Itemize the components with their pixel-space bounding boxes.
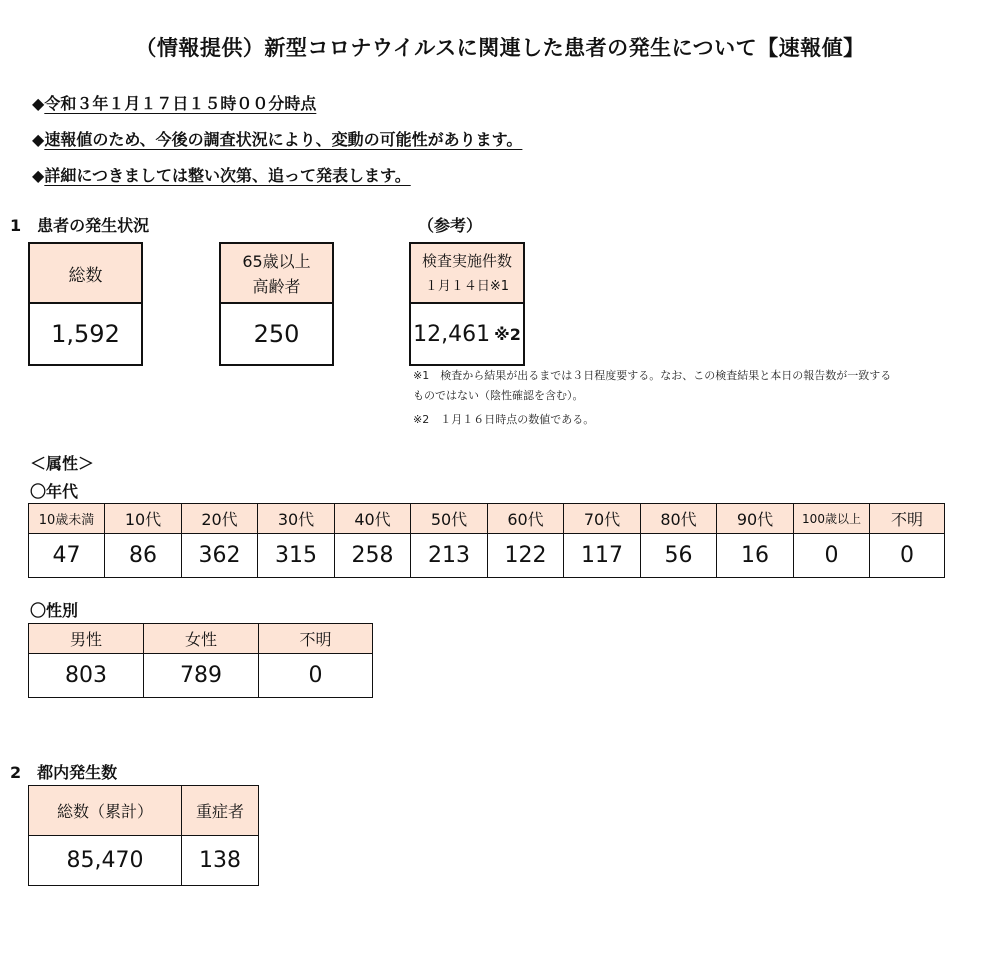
note-text: 令和３年１月１７日１５時００分時点 [44, 94, 317, 113]
sex-header-row [29, 624, 373, 654]
age-value-cell: 16 [717, 534, 794, 578]
elderly-label-line2: 高齢者 [252, 277, 301, 296]
tokyo-table [28, 785, 259, 886]
tests-label-line1: 検査実施件数 [421, 252, 512, 270]
age-value-cell: 315 [258, 534, 335, 578]
age-value-cell: 56 [641, 534, 717, 578]
tests-label [411, 244, 523, 304]
tests-value-note: ※2 [494, 324, 521, 344]
page-title: （情報提供）新型コロナウイルスに関連した患者の発生について【速報値】 [135, 36, 865, 60]
tokyo-value-row [29, 836, 259, 886]
age-header-cell: 80代 [641, 504, 717, 534]
note-text: 速報値のため、今後の調査状況により、変動の可能性があります。 [44, 130, 523, 149]
sex-table [28, 623, 373, 698]
cumulative-total-label: 総数（累計） [29, 786, 182, 836]
sex-value-cell: 0 [259, 654, 373, 698]
age-value-cell: 117 [564, 534, 641, 578]
reference-heading: （参考） [418, 216, 483, 235]
severe-value: 138 [182, 836, 259, 886]
attributes-heading: ＜属性＞ [30, 454, 95, 473]
age-value-cell: 86 [105, 534, 182, 578]
tests-value: 12,461 [413, 321, 491, 347]
elderly-value: 250 [253, 320, 300, 348]
section1-heading: 1 患者の発生状況 [10, 216, 150, 235]
age-value-cell: 213 [411, 534, 488, 578]
note-bullet: ◆ [32, 130, 45, 149]
age-value-cell: 0 [794, 534, 870, 578]
sex-header-cell: 不明 [259, 624, 373, 654]
age-value-cell: 0 [870, 534, 945, 578]
note-bullet: ◆ [32, 166, 45, 185]
age-heading: 〇年代 [30, 482, 79, 501]
elderly-patients-box [219, 242, 334, 366]
total-patients-box [28, 242, 143, 366]
age-header-cell: 30代 [258, 504, 335, 534]
sex-header-cell: 男性 [29, 624, 144, 654]
footnote-2: ※2 １月１６日時点の数値である。 [413, 413, 595, 426]
footnote-1-line2: ものではない（陰性確認を含む）。 [413, 389, 584, 402]
age-header-cell: 10歳未満 [29, 504, 105, 534]
age-header-cell: 50代 [411, 504, 488, 534]
section2-heading: 2 都内発生数 [10, 763, 118, 782]
tests-value-cell [411, 304, 523, 364]
sex-value-cell: 803 [29, 654, 144, 698]
note-timestamp [32, 91, 316, 114]
age-value-cell: 362 [182, 534, 258, 578]
age-value-row [29, 534, 945, 578]
sex-heading: 〇性別 [30, 601, 79, 620]
sex-value-cell: 789 [144, 654, 259, 698]
age-header-cell: 20代 [182, 504, 258, 534]
sex-value-row [29, 654, 373, 698]
age-header-cell: 100歳以上 [794, 504, 870, 534]
age-header-cell: 90代 [717, 504, 794, 534]
age-table [28, 503, 945, 578]
note-preliminary [32, 127, 522, 150]
age-header-cell: 70代 [564, 504, 641, 534]
sex-header-cell: 女性 [144, 624, 259, 654]
footnote-1-line1: ※1 検査から結果が出るまでは３日程度要する。なお、この検査結果と本日の報告数が一致する [413, 369, 892, 382]
total-patients-label: 総数 [30, 244, 141, 304]
tokyo-header-row [29, 786, 259, 836]
age-header-cell: 40代 [335, 504, 411, 534]
tests-label-line2: １月１４日※1 [424, 279, 510, 294]
elderly-label-line1: 65歳以上 [242, 252, 311, 271]
age-value-cell: 122 [488, 534, 564, 578]
note-text: 詳細につきましては整い次第、追って発表します。 [44, 166, 411, 185]
cumulative-total-value: 85,470 [29, 836, 182, 886]
tests-box [409, 242, 525, 366]
age-header-cell: 60代 [488, 504, 564, 534]
note-bullet: ◆ [32, 94, 45, 113]
note-details [32, 163, 411, 186]
age-value-cell: 47 [29, 534, 105, 578]
total-patients-value: 1,592 [51, 320, 120, 348]
age-header-row [29, 504, 945, 534]
age-header-cell: 10代 [105, 504, 182, 534]
severe-label: 重症者 [182, 786, 259, 836]
elderly-label [221, 244, 332, 304]
age-header-cell: 不明 [870, 504, 945, 534]
age-value-cell: 258 [335, 534, 411, 578]
